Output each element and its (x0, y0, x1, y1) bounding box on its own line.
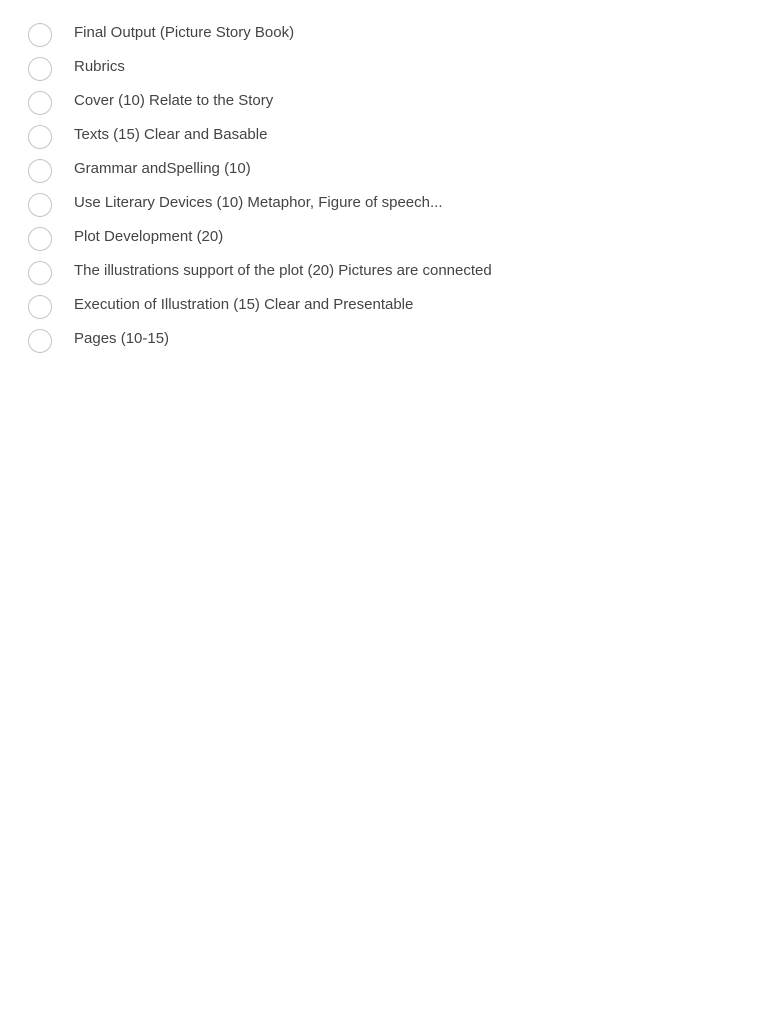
checklist-item-final-output[interactable] (0, 18, 768, 52)
checkbox-circle[interactable] (28, 193, 52, 217)
checklist-item-label[interactable]: Pages (10-15) (74, 330, 170, 347)
checklist-item-literary-devices[interactable] (0, 188, 768, 222)
checklist-item-plot-development[interactable] (0, 222, 768, 256)
checkbox-circle[interactable] (28, 227, 52, 251)
checkbox-circle[interactable] (28, 57, 52, 81)
checkbox-circle[interactable] (28, 159, 52, 183)
checklist-item-label[interactable]: Final Output (Picture Story Book) (74, 24, 295, 41)
checklist-item-label[interactable]: Rubrics (74, 58, 125, 75)
checklist-item-label[interactable]: Texts (15) Clear and Basable (74, 126, 268, 143)
checklist-item-label[interactable]: The illustrations support of the plot (20) Pictures are connected (74, 262, 492, 279)
checklist-item-label[interactable]: Cover (10) Relate to the Story (74, 92, 274, 109)
checkbox-circle[interactable] (28, 125, 52, 149)
checkbox-circle[interactable] (28, 295, 52, 319)
reminders-checklist (0, 18, 768, 358)
checklist-item-label[interactable]: Plot Development (20) (74, 228, 224, 245)
checklist-item-texts[interactable] (0, 120, 768, 154)
checkbox-circle[interactable] (28, 329, 52, 353)
checklist-item-grammar[interactable] (0, 154, 768, 188)
checklist-item-label[interactable]: Use Literary Devices (10) Metaphor, Figure of speech... (74, 194, 443, 211)
checkbox-circle[interactable] (28, 261, 52, 285)
checkbox-circle[interactable] (28, 91, 52, 115)
checklist-item-illustrations-support[interactable] (0, 256, 768, 290)
checklist-item-label[interactable]: Execution of Illustration (15) Clear and Presentable (74, 296, 414, 313)
checkbox-circle[interactable] (28, 23, 52, 47)
checklist-item-rubrics[interactable] (0, 52, 768, 86)
checklist-item-label[interactable]: Grammar andSpelling (10) (74, 160, 251, 177)
checklist-item-pages[interactable] (0, 324, 768, 358)
checklist-item-cover[interactable] (0, 86, 768, 120)
checklist-item-execution-illustration[interactable] (0, 290, 768, 324)
